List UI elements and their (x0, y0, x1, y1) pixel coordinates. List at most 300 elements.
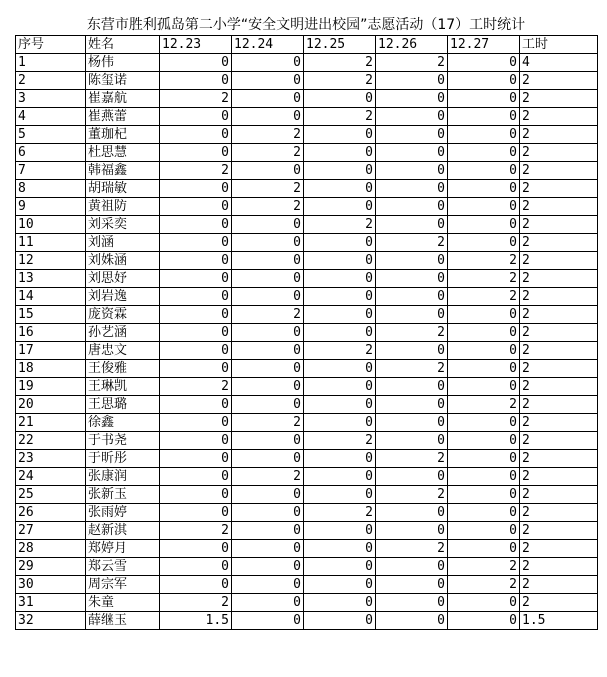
cell-date-3[interactable]: 0 (304, 270, 376, 288)
cell-index[interactable]: 11 (16, 234, 86, 252)
cell-date-4[interactable]: 2 (376, 234, 448, 252)
cell-date-3[interactable]: 0 (304, 360, 376, 378)
cell-index[interactable]: 25 (16, 486, 86, 504)
cell-index[interactable]: 20 (16, 396, 86, 414)
cell-name[interactable]: 朱童 (86, 594, 160, 612)
cell-date-1[interactable]: 0 (160, 180, 232, 198)
cell-date-5[interactable]: 0 (448, 450, 520, 468)
cell-name[interactable]: 薛继玉 (86, 612, 160, 630)
cell-index[interactable]: 29 (16, 558, 86, 576)
cell-date-5[interactable]: 2 (448, 576, 520, 594)
cell-date-5[interactable]: 0 (448, 378, 520, 396)
cell-index[interactable]: 8 (16, 180, 86, 198)
cell-date-3[interactable]: 0 (304, 558, 376, 576)
cell-hours[interactable]: 2 (520, 180, 598, 198)
cell-date-1[interactable]: 0 (160, 234, 232, 252)
cell-date-2[interactable]: 0 (232, 216, 304, 234)
cell-date-1[interactable]: 0 (160, 144, 232, 162)
cell-date-5[interactable]: 2 (448, 396, 520, 414)
cell-hours[interactable]: 2 (520, 108, 598, 126)
cell-hours[interactable]: 2 (520, 234, 598, 252)
cell-date-4[interactable]: 0 (376, 270, 448, 288)
cell-date-4[interactable]: 0 (376, 144, 448, 162)
cell-index[interactable]: 3 (16, 90, 86, 108)
cell-date-1[interactable]: 0 (160, 486, 232, 504)
cell-date-3[interactable]: 2 (304, 72, 376, 90)
cell-date-4[interactable]: 0 (376, 576, 448, 594)
cell-date-5[interactable]: 0 (448, 432, 520, 450)
table-row (16, 342, 598, 360)
cell-date-4[interactable]: 0 (376, 504, 448, 522)
cell-hours[interactable]: 2 (520, 72, 598, 90)
cell-date-3[interactable]: 0 (304, 612, 376, 630)
cell-date-1[interactable]: 0 (160, 558, 232, 576)
cell-date-4[interactable]: 0 (376, 414, 448, 432)
cell-index[interactable]: 21 (16, 414, 86, 432)
cell-name[interactable]: 崔燕蕾 (86, 108, 160, 126)
table-row (16, 324, 598, 342)
cell-date-4[interactable]: 0 (376, 378, 448, 396)
cell-date-5[interactable]: 0 (448, 522, 520, 540)
cell-index[interactable]: 19 (16, 378, 86, 396)
cell-name[interactable]: 郑婷月 (86, 540, 160, 558)
cell-date-4[interactable]: 0 (376, 252, 448, 270)
table-row (16, 288, 598, 306)
cell-date-4[interactable]: 0 (376, 180, 448, 198)
cell-date-5[interactable]: 0 (448, 216, 520, 234)
cell-date-1[interactable]: 1.5 (160, 612, 232, 630)
cell-date-2[interactable]: 0 (232, 396, 304, 414)
cell-date-5[interactable]: 2 (448, 558, 520, 576)
cell-date-5[interactable]: 0 (448, 198, 520, 216)
cell-name[interactable]: 刘姝涵 (86, 252, 160, 270)
cell-date-2[interactable]: 0 (232, 252, 304, 270)
cell-name[interactable]: 刘岩逸 (86, 288, 160, 306)
cell-index[interactable]: 23 (16, 450, 86, 468)
cell-date-2[interactable]: 2 (232, 306, 304, 324)
cell-index[interactable]: 31 (16, 594, 86, 612)
table-row (16, 162, 598, 180)
cell-date-1[interactable]: 0 (160, 288, 232, 306)
cell-date-5[interactable]: 0 (448, 594, 520, 612)
cell-hours[interactable]: 2 (520, 360, 598, 378)
cell-date-3[interactable]: 0 (304, 126, 376, 144)
header-date-5[interactable]: 12.27 (448, 36, 520, 54)
table-row (16, 180, 598, 198)
cell-date-4[interactable]: 0 (376, 216, 448, 234)
cell-name[interactable]: 王俊雅 (86, 360, 160, 378)
table-row (16, 468, 598, 486)
cell-name[interactable]: 庞资霖 (86, 306, 160, 324)
cell-date-2[interactable]: 0 (232, 54, 304, 72)
cell-date-5[interactable]: 2 (448, 252, 520, 270)
table-row (16, 576, 598, 594)
cell-date-1[interactable]: 0 (160, 540, 232, 558)
cell-date-2[interactable]: 0 (232, 486, 304, 504)
cell-date-3[interactable]: 0 (304, 576, 376, 594)
cell-date-1[interactable]: 0 (160, 54, 232, 72)
cell-name[interactable]: 周宗军 (86, 576, 160, 594)
cell-index[interactable]: 1 (16, 54, 86, 72)
cell-date-1[interactable]: 0 (160, 72, 232, 90)
cell-hours[interactable]: 2 (520, 378, 598, 396)
cell-index[interactable]: 12 (16, 252, 86, 270)
cell-index[interactable]: 13 (16, 270, 86, 288)
table-row (16, 72, 598, 90)
cell-hours[interactable]: 1.5 (520, 612, 598, 630)
cell-date-2[interactable]: 0 (232, 324, 304, 342)
cell-date-4[interactable]: 0 (376, 90, 448, 108)
cell-hours[interactable]: 2 (520, 144, 598, 162)
cell-index[interactable]: 15 (16, 306, 86, 324)
cell-date-2[interactable]: 0 (232, 594, 304, 612)
cell-hours[interactable]: 2 (520, 126, 598, 144)
cell-name[interactable]: 韩福鑫 (86, 162, 160, 180)
cell-name[interactable]: 董珈杞 (86, 126, 160, 144)
table-row (16, 360, 598, 378)
cell-index[interactable]: 24 (16, 468, 86, 486)
cell-hours[interactable]: 2 (520, 198, 598, 216)
cell-date-1[interactable]: 0 (160, 108, 232, 126)
volunteer-hours-table (15, 35, 598, 630)
header-row (16, 36, 598, 54)
cell-date-1[interactable]: 2 (160, 378, 232, 396)
cell-name[interactable]: 王思璐 (86, 396, 160, 414)
cell-date-3[interactable]: 2 (304, 54, 376, 72)
cell-name[interactable]: 张康润 (86, 468, 160, 486)
cell-date-2[interactable]: 0 (232, 342, 304, 360)
cell-date-1[interactable]: 2 (160, 90, 232, 108)
cell-date-2[interactable]: 0 (232, 108, 304, 126)
sheet-title: 东营市胜利孤岛第二小学“安全文明进出校园”志愿活动（17）工时统计 (86, 17, 526, 33)
cell-date-5[interactable]: 0 (448, 108, 520, 126)
table-row (16, 378, 598, 396)
cell-date-5[interactable]: 2 (448, 270, 520, 288)
table-row (16, 522, 598, 540)
cell-index[interactable]: 4 (16, 108, 86, 126)
header-hours[interactable]: 工时 (520, 36, 598, 54)
cell-date-3[interactable]: 0 (304, 144, 376, 162)
cell-date-5[interactable]: 0 (448, 360, 520, 378)
cell-date-4[interactable]: 2 (376, 450, 448, 468)
cell-date-1[interactable]: 2 (160, 594, 232, 612)
cell-date-4[interactable]: 0 (376, 126, 448, 144)
cell-date-2[interactable]: 0 (232, 612, 304, 630)
cell-hours[interactable]: 2 (520, 540, 598, 558)
cell-index[interactable]: 28 (16, 540, 86, 558)
table-row (16, 90, 598, 108)
cell-date-5[interactable]: 0 (448, 54, 520, 72)
cell-date-4[interactable]: 2 (376, 540, 448, 558)
header-date-4[interactable]: 12.26 (376, 36, 448, 54)
cell-index[interactable]: 16 (16, 324, 86, 342)
cell-date-5[interactable]: 0 (448, 90, 520, 108)
table-row (16, 216, 598, 234)
cell-index[interactable]: 18 (16, 360, 86, 378)
cell-name[interactable]: 王琳凯 (86, 378, 160, 396)
cell-date-1[interactable]: 0 (160, 432, 232, 450)
cell-date-4[interactable]: 2 (376, 486, 448, 504)
cell-date-2[interactable]: 0 (232, 522, 304, 540)
table-row (16, 252, 598, 270)
cell-date-3[interactable]: 0 (304, 414, 376, 432)
table-row (16, 594, 598, 612)
cell-date-1[interactable]: 0 (160, 576, 232, 594)
cell-hours[interactable]: 2 (520, 486, 598, 504)
table-row (16, 54, 598, 72)
cell-date-3[interactable]: 0 (304, 486, 376, 504)
cell-date-4[interactable]: 0 (376, 306, 448, 324)
cell-hours[interactable]: 2 (520, 252, 598, 270)
cell-index[interactable]: 5 (16, 126, 86, 144)
cell-date-3[interactable]: 0 (304, 594, 376, 612)
table-row (16, 144, 598, 162)
cell-name[interactable]: 陈玺诺 (86, 72, 160, 90)
header-date-1[interactable]: 12.23 (160, 36, 232, 54)
cell-date-5[interactable]: 0 (448, 504, 520, 522)
table-row (16, 234, 598, 252)
cell-hours[interactable]: 2 (520, 450, 598, 468)
cell-date-5[interactable]: 0 (448, 612, 520, 630)
cell-hours[interactable]: 2 (520, 90, 598, 108)
cell-date-1[interactable]: 0 (160, 360, 232, 378)
cell-date-2[interactable]: 0 (232, 558, 304, 576)
table-row (16, 396, 598, 414)
cell-date-3[interactable]: 0 (304, 306, 376, 324)
cell-index[interactable]: 27 (16, 522, 86, 540)
cell-date-1[interactable]: 0 (160, 450, 232, 468)
cell-hours[interactable]: 2 (520, 270, 598, 288)
header-name[interactable]: 姓名 (86, 36, 160, 54)
cell-date-2[interactable]: 0 (232, 378, 304, 396)
cell-index[interactable]: 10 (16, 216, 86, 234)
cell-name[interactable]: 刘采奕 (86, 216, 160, 234)
cell-date-2[interactable]: 0 (232, 360, 304, 378)
table-row (16, 414, 598, 432)
cell-date-1[interactable]: 0 (160, 198, 232, 216)
cell-date-1[interactable]: 2 (160, 522, 232, 540)
cell-date-4[interactable]: 0 (376, 288, 448, 306)
cell-date-5[interactable]: 0 (448, 306, 520, 324)
cell-date-1[interactable]: 0 (160, 216, 232, 234)
cell-date-2[interactable]: 0 (232, 432, 304, 450)
cell-date-4[interactable]: 0 (376, 162, 448, 180)
cell-date-5[interactable]: 0 (448, 144, 520, 162)
cell-name[interactable]: 于书尧 (86, 432, 160, 450)
cell-date-2[interactable]: 0 (232, 234, 304, 252)
cell-name[interactable]: 于昕彤 (86, 450, 160, 468)
table-row (16, 270, 598, 288)
cell-index[interactable]: 2 (16, 72, 86, 90)
cell-name[interactable]: 刘思妤 (86, 270, 160, 288)
cell-date-5[interactable]: 0 (448, 414, 520, 432)
cell-date-2[interactable]: 0 (232, 162, 304, 180)
cell-date-5[interactable]: 0 (448, 324, 520, 342)
table-body (16, 54, 598, 630)
cell-hours[interactable]: 2 (520, 216, 598, 234)
cell-date-5[interactable]: 0 (448, 486, 520, 504)
cell-name[interactable]: 徐鑫 (86, 414, 160, 432)
cell-date-3[interactable]: 0 (304, 162, 376, 180)
cell-date-4[interactable]: 2 (376, 360, 448, 378)
cell-date-3[interactable]: 2 (304, 342, 376, 360)
cell-date-1[interactable]: 0 (160, 414, 232, 432)
cell-date-5[interactable]: 2 (448, 288, 520, 306)
cell-date-5[interactable]: 0 (448, 180, 520, 198)
cell-date-3[interactable]: 2 (304, 432, 376, 450)
cell-name[interactable]: 张新玉 (86, 486, 160, 504)
cell-hours[interactable]: 2 (520, 342, 598, 360)
cell-date-3[interactable]: 0 (304, 450, 376, 468)
cell-date-1[interactable]: 0 (160, 324, 232, 342)
cell-hours[interactable]: 2 (520, 558, 598, 576)
cell-date-4[interactable]: 0 (376, 558, 448, 576)
cell-date-2[interactable]: 0 (232, 540, 304, 558)
cell-date-4[interactable]: 2 (376, 324, 448, 342)
cell-name[interactable]: 黄祖防 (86, 198, 160, 216)
cell-name[interactable]: 杨伟 (86, 54, 160, 72)
table-row (16, 432, 598, 450)
cell-name[interactable]: 刘涵 (86, 234, 160, 252)
cell-name[interactable]: 张雨婷 (86, 504, 160, 522)
cell-date-3[interactable]: 0 (304, 522, 376, 540)
cell-name[interactable]: 郑云雪 (86, 558, 160, 576)
cell-hours[interactable]: 2 (520, 576, 598, 594)
cell-hours[interactable]: 2 (520, 432, 598, 450)
cell-name[interactable]: 唐忠文 (86, 342, 160, 360)
cell-date-3[interactable]: 0 (304, 378, 376, 396)
cell-date-2[interactable]: 0 (232, 288, 304, 306)
cell-hours[interactable]: 2 (520, 414, 598, 432)
cell-date-1[interactable]: 0 (160, 306, 232, 324)
cell-index[interactable]: 14 (16, 288, 86, 306)
table-row (16, 306, 598, 324)
cell-date-5[interactable]: 0 (448, 468, 520, 486)
cell-date-1[interactable]: 0 (160, 252, 232, 270)
cell-hours[interactable]: 4 (520, 54, 598, 72)
cell-date-2[interactable]: 0 (232, 504, 304, 522)
cell-date-3[interactable]: 0 (304, 198, 376, 216)
cell-date-5[interactable]: 0 (448, 72, 520, 90)
cell-index[interactable]: 22 (16, 432, 86, 450)
header-index[interactable]: 序号 (16, 36, 86, 54)
cell-index[interactable]: 26 (16, 504, 86, 522)
cell-date-1[interactable]: 2 (160, 162, 232, 180)
cell-date-3[interactable]: 2 (304, 108, 376, 126)
cell-date-4[interactable]: 0 (376, 198, 448, 216)
cell-hours[interactable]: 2 (520, 306, 598, 324)
cell-name[interactable]: 崔嘉航 (86, 90, 160, 108)
cell-index[interactable]: 6 (16, 144, 86, 162)
table-row (16, 612, 598, 630)
cell-date-3[interactable]: 0 (304, 288, 376, 306)
cell-date-2[interactable]: 2 (232, 414, 304, 432)
cell-date-1[interactable]: 0 (160, 396, 232, 414)
cell-date-1[interactable]: 0 (160, 126, 232, 144)
cell-date-1[interactable]: 0 (160, 504, 232, 522)
cell-hours[interactable]: 2 (520, 594, 598, 612)
cell-date-4[interactable]: 0 (376, 72, 448, 90)
cell-hours[interactable]: 2 (520, 162, 598, 180)
table-row (16, 108, 598, 126)
cell-date-5[interactable]: 0 (448, 126, 520, 144)
table-row (16, 486, 598, 504)
cell-date-2[interactable]: 0 (232, 576, 304, 594)
cell-date-3[interactable]: 0 (304, 396, 376, 414)
cell-date-4[interactable]: 0 (376, 432, 448, 450)
cell-date-3[interactable]: 0 (304, 468, 376, 486)
cell-date-3[interactable]: 0 (304, 180, 376, 198)
cell-date-2[interactable]: 2 (232, 198, 304, 216)
table-row (16, 126, 598, 144)
cell-date-3[interactable]: 0 (304, 324, 376, 342)
cell-date-3[interactable]: 2 (304, 504, 376, 522)
cell-date-4[interactable]: 0 (376, 342, 448, 360)
cell-date-5[interactable]: 0 (448, 234, 520, 252)
cell-date-3[interactable]: 2 (304, 216, 376, 234)
header-date-2[interactable]: 12.24 (232, 36, 304, 54)
cell-name[interactable]: 胡瑞敏 (86, 180, 160, 198)
cell-index[interactable]: 30 (16, 576, 86, 594)
cell-date-2[interactable]: 2 (232, 180, 304, 198)
cell-date-4[interactable]: 0 (376, 522, 448, 540)
cell-index[interactable]: 7 (16, 162, 86, 180)
cell-index[interactable]: 32 (16, 612, 86, 630)
cell-hours[interactable]: 2 (520, 288, 598, 306)
cell-date-5[interactable]: 0 (448, 540, 520, 558)
table-row (16, 558, 598, 576)
cell-date-4[interactable]: 0 (376, 396, 448, 414)
cell-date-1[interactable]: 0 (160, 342, 232, 360)
cell-date-1[interactable]: 0 (160, 468, 232, 486)
cell-date-2[interactable]: 0 (232, 450, 304, 468)
cell-date-1[interactable]: 0 (160, 270, 232, 288)
cell-date-4[interactable]: 0 (376, 468, 448, 486)
cell-hours[interactable]: 2 (520, 396, 598, 414)
cell-date-2[interactable]: 0 (232, 270, 304, 288)
table-row (16, 540, 598, 558)
table-row (16, 450, 598, 468)
cell-date-2[interactable]: 2 (232, 144, 304, 162)
table-row (16, 198, 598, 216)
cell-hours[interactable]: 2 (520, 324, 598, 342)
cell-name[interactable]: 杜思慧 (86, 144, 160, 162)
cell-date-5[interactable]: 0 (448, 162, 520, 180)
cell-index[interactable]: 17 (16, 342, 86, 360)
table-row (16, 504, 598, 522)
cell-date-2[interactable]: 0 (232, 90, 304, 108)
cell-index[interactable]: 9 (16, 198, 86, 216)
cell-date-4[interactable]: 2 (376, 54, 448, 72)
cell-date-2[interactable]: 2 (232, 126, 304, 144)
cell-date-2[interactable]: 0 (232, 72, 304, 90)
cell-hours[interactable]: 2 (520, 522, 598, 540)
cell-date-4[interactable]: 0 (376, 594, 448, 612)
cell-name[interactable]: 赵新淇 (86, 522, 160, 540)
cell-date-3[interactable]: 0 (304, 90, 376, 108)
cell-hours[interactable]: 2 (520, 504, 598, 522)
cell-date-5[interactable]: 0 (448, 342, 520, 360)
cell-name[interactable]: 孙艺涵 (86, 324, 160, 342)
cell-hours[interactable]: 2 (520, 468, 598, 486)
header-date-3[interactable]: 12.25 (304, 36, 376, 54)
cell-date-4[interactable]: 0 (376, 612, 448, 630)
cell-date-3[interactable]: 0 (304, 234, 376, 252)
cell-date-3[interactable]: 0 (304, 252, 376, 270)
cell-date-2[interactable]: 2 (232, 468, 304, 486)
cell-date-4[interactable]: 0 (376, 108, 448, 126)
cell-date-3[interactable]: 0 (304, 540, 376, 558)
